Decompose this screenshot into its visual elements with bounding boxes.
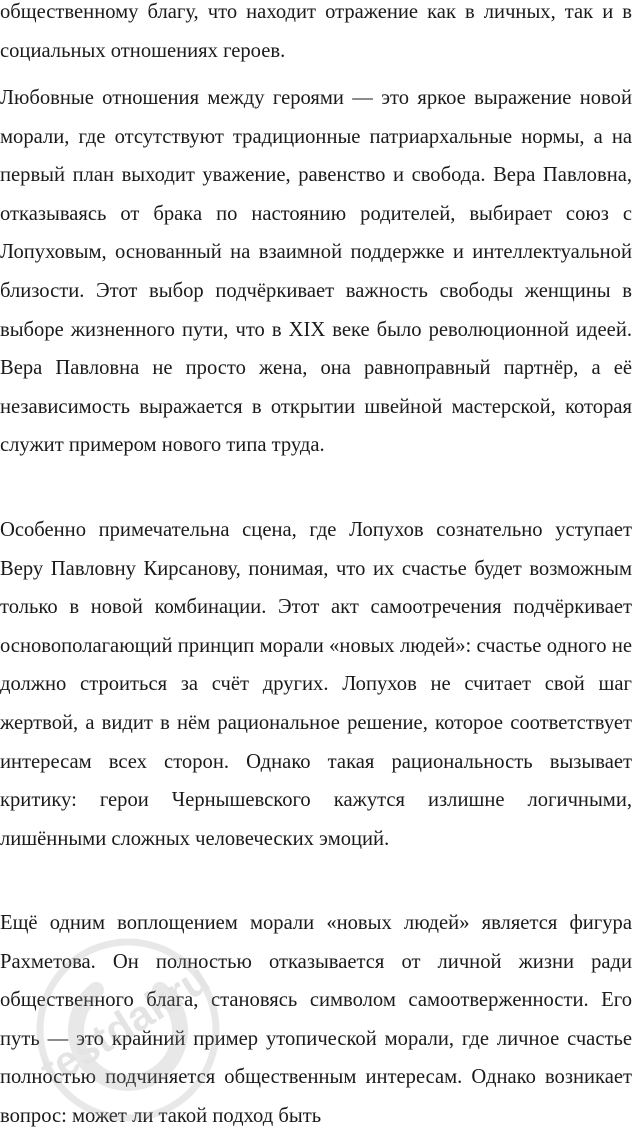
paragraph-3: Особенно примечательна сцена, где Лопухов сознательно уступает Веру Павловну Кирсанову, понимая, что их счастье будет возможным только в новой комбинации. Этот акт самоотречения подчёркивает основополагающий принцип морали «новых людей»: счастье одного не должно строиться за счёт других. Лопухов не считает свой шаг жертвой, а видит в нём рациональное решение, которое соответствует интересам всех сторон. Однако такая рациональность вызывает критику: герои Чернышевского кажутся излишне логичными, лишёнными сложных человеческих эмоций. [0, 519, 632, 850]
paragraph-1: общественному благу, что находит отражение как в личных, так и в социальных отношениях героев. [0, 1, 632, 62]
paragraph-2: Любовные отношения между героями — это яркое выражение новой морали, где отсутствуют традиционные патриархальные нормы, а на первый план выходит уважение, равенство и свобода. Вера Павловна, отказываясь от брака по настоянию родителей, выбирает союз с Лопуховым, основанный на взаимной поддержке и интеллектуальной близости. Этот выбор подчёркивает важность свободы женщины в выборе жизненного пути, что в XIX веке было революционной идеей. Вера Павловна не просто жена, она равноправный партнёр, а её независимость выражается в открытии швейной мастерской, которая служит примером нового типа труда. [0, 87, 632, 457]
paragraph-4: Ещё одним воплощением морали «новых людей» является фигура Рахметова. Он полностью отказывается от личной жизни ради общественного блага, становясь символом самоотверженности. Его путь — это крайний пример утопической морали, где личное счастье полностью подчиняется общественным интересам. Однако возникает вопрос: может ли такой подход быть [0, 912, 632, 1127]
watermark-text: testdakru [31, 954, 218, 1095]
